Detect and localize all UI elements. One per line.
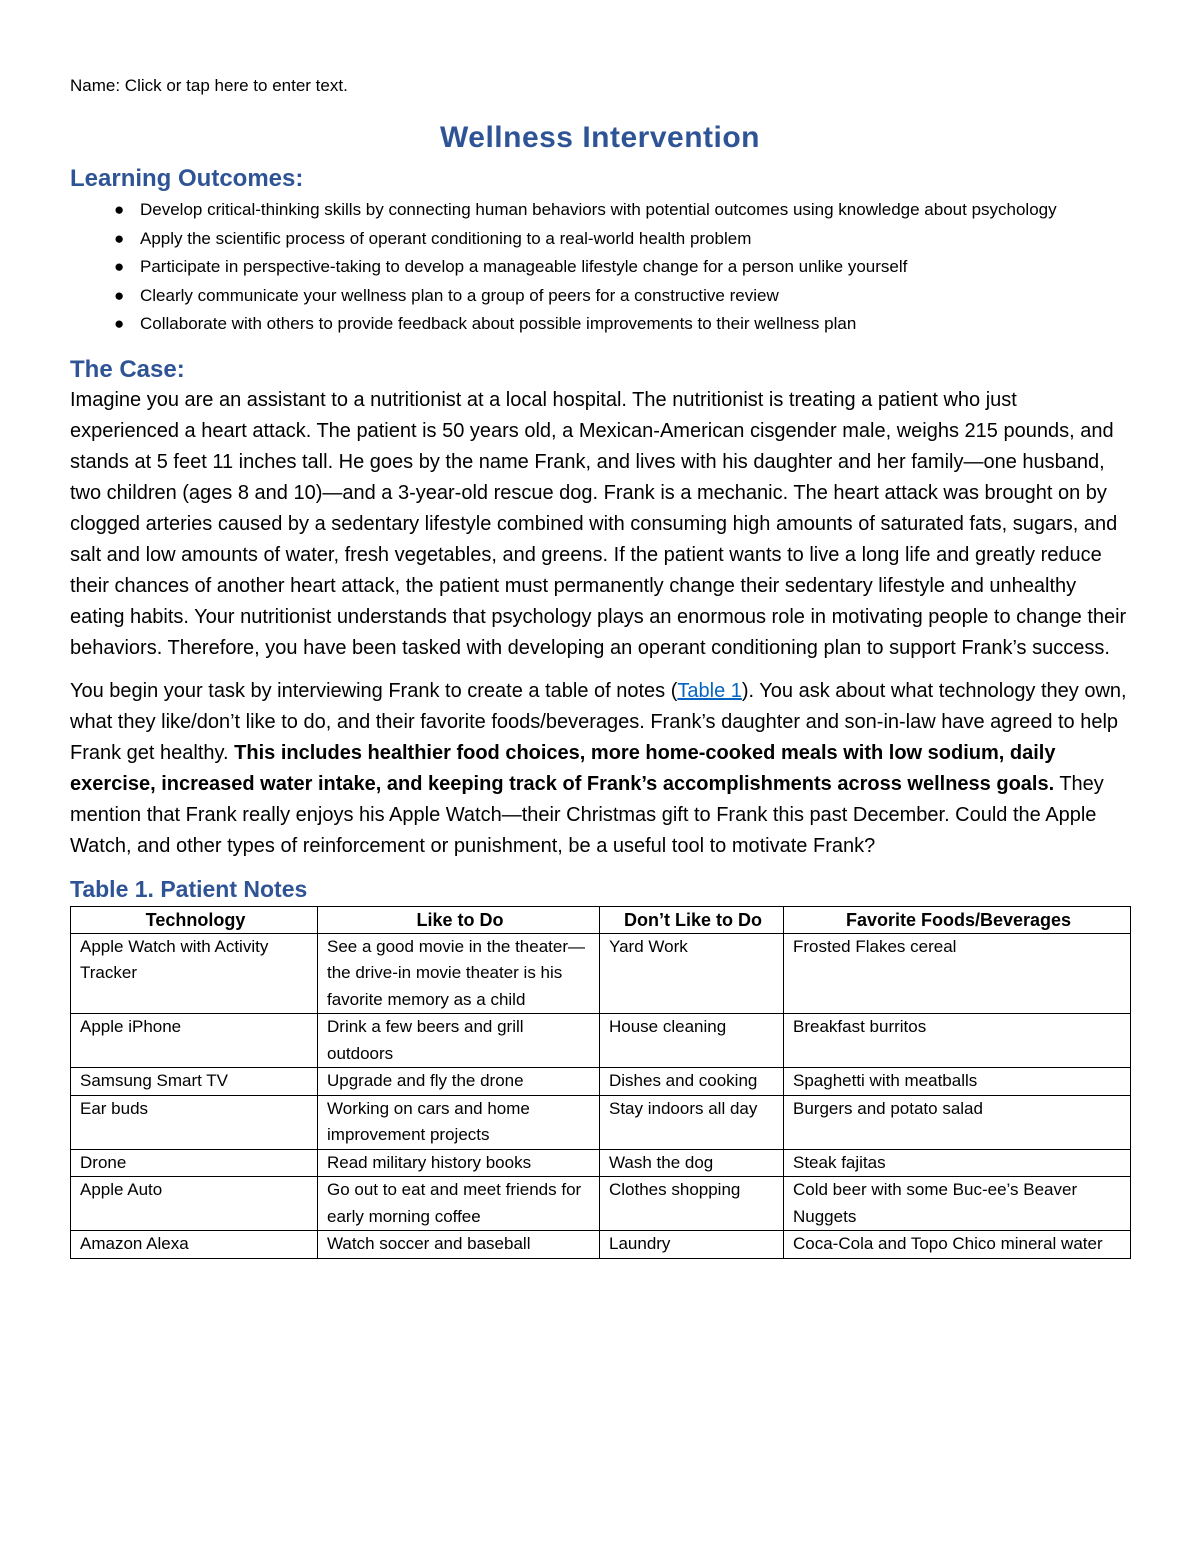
learning-outcomes-list <box>70 196 1130 339</box>
table-cell: Ear buds <box>71 1095 318 1149</box>
table-cell: Drone <box>71 1149 318 1177</box>
name-field[interactable]: Name: Click or tap here to enter text. <box>70 76 348 95</box>
table-row <box>71 1014 1131 1068</box>
table-row <box>71 933 1131 1014</box>
table-cell: Yard Work <box>600 933 784 1014</box>
bullet-icon: ● <box>114 228 125 248</box>
table-cell: Burgers and potato salad <box>784 1095 1131 1149</box>
case-heading: The Case: <box>70 355 185 383</box>
table-cell: Laundry <box>600 1231 784 1259</box>
document-page <box>70 70 1130 1259</box>
table-cell: Cold beer with some Buc-ee’s Beaver Nuggets <box>784 1177 1131 1231</box>
column-header: Favorite Foods/Beverages <box>784 906 1131 933</box>
table-cell: Apple iPhone <box>71 1014 318 1068</box>
table-row <box>71 1068 1131 1096</box>
table-cell: Go out to eat and meet friends for early morning coffee <box>318 1177 600 1231</box>
list-item: ● Clearly communicate your wellness plan to a group of peers for a constructive review <box>70 282 1130 311</box>
table-cell: Upgrade and fly the drone <box>318 1068 600 1096</box>
learning-outcomes-heading: Learning Outcomes: <box>70 165 304 192</box>
table-cell: Read military history books <box>318 1149 600 1177</box>
case-paragraph-1: Imagine you are an assistant to a nutritionist at a local hospital. The nutritionist is treating a patient who just experienced a heart attack. The patient is 50 years old, a Mexican-American cisgender male, weighs 215 pounds, and stands at 5 feet 11 inches tall. He goes by the name Frank, and lives with his daughter and her family—one husband, two children (ages 8 and 10)—and a 3-year-old rescue dog. Frank is a mechanic. The heart attack was brought on by clogged arteries caused by a sedentary lifestyle combined with consuming high amounts of saturated fats, sugars, and salt and low amounts of water, fresh vegetables, and greens. If the patient wants to live a long life and greatly reduce their chances of another heart attack, the patient must permanently change their sedentary lifestyle and unhealthy eating habits. Your nutritionist understands that psychology plays an enormous role in motivating people to change their behaviors. Therefore, you have been tasked with developing an operant conditioning plan to support Frank’s success. <box>70 388 1127 659</box>
table-cell: Steak fajitas <box>784 1149 1131 1177</box>
patient-notes-table <box>70 906 1131 1259</box>
table-cell: Samsung Smart TV <box>71 1068 318 1096</box>
bullet-icon: ● <box>114 285 125 305</box>
list-item: ● Collaborate with others to provide feedback about possible improvements to their wellness plan <box>70 310 1130 339</box>
table-cell: Working on cars and home improvement projects <box>318 1095 600 1149</box>
table-cell: Frosted Flakes cereal <box>784 933 1131 1014</box>
table-cell: Spaghetti with meatballs <box>784 1068 1131 1096</box>
column-header: Don’t Like to Do <box>600 906 784 933</box>
case-paragraph-2: You begin your task by interviewing Frank to create a table of notes (Table 1). You ask about what technology they own, what they like/don’t like to do, and their favorite foods/beverages. Frank’s daughter and son-in-law have agreed to help Frank get healthy. This includes healthier food choices, more home-cooked meals with low sodium, daily exercise, increased water intake, and keeping track of Frank’s accomplishments across wellness goals. They mention that Frank really enjoys his Apple Watch—their Christmas gift to Frank this past December. Could the Apple Watch, and other types of reinforcement or punishment, be a useful tool to motivate Frank? <box>70 679 1127 857</box>
table-cell: Apple Auto <box>71 1177 318 1231</box>
list-item: ● Apply the scientific process of operant conditioning to a real-world health problem <box>70 225 1130 254</box>
page-title: Wellness Intervention <box>439 121 761 154</box>
table-cell: Coca-Cola and Topo Chico mineral water <box>784 1231 1131 1259</box>
column-header: Like to Do <box>318 906 600 933</box>
table-cell: House cleaning <box>600 1014 784 1068</box>
table-cell: Wash the dog <box>600 1149 784 1177</box>
table-title: Table 1. Patient Notes <box>70 875 308 902</box>
table-cell: Clothes shopping <box>600 1177 784 1231</box>
bullet-icon: ● <box>114 200 125 219</box>
table-cell: See a good movie in the theater—the drive-in movie theater is his favorite memory as a child <box>318 933 600 1014</box>
table-1-link[interactable]: Table 1 <box>677 679 742 702</box>
table-cell: Drink a few beers and grill outdoors <box>318 1014 600 1068</box>
list-item: ● Develop critical-thinking skills by connecting human behaviors with potential outcomes using knowledge about psychology <box>70 196 1130 225</box>
table-cell: Watch soccer and baseball <box>318 1231 600 1259</box>
table-cell: Apple Watch with Activity Tracker <box>71 933 318 1014</box>
bullet-icon: ● <box>114 257 125 276</box>
bullet-icon: ● <box>114 314 125 333</box>
table-cell: Stay indoors all day <box>600 1095 784 1149</box>
table-header-row <box>71 906 1131 933</box>
table-cell: Dishes and cooking <box>600 1068 784 1096</box>
table-cell: Breakfast burritos <box>784 1014 1131 1068</box>
bold-goals-text: This includes healthier food choices, more home-cooked meals with low sodium, daily exercise, increased water intake, and keeping track of Frank’s accomplishments across wellness goals. <box>70 741 1056 795</box>
column-header: Technology <box>71 906 318 933</box>
table-row <box>71 1095 1131 1149</box>
table-row <box>71 1231 1131 1259</box>
table-cell: Amazon Alexa <box>71 1231 318 1259</box>
table-row <box>71 1177 1131 1231</box>
list-item: ● Participate in perspective-taking to develop a manageable lifestyle change for a person unlike yourself <box>70 253 1130 282</box>
table-row <box>71 1149 1131 1177</box>
